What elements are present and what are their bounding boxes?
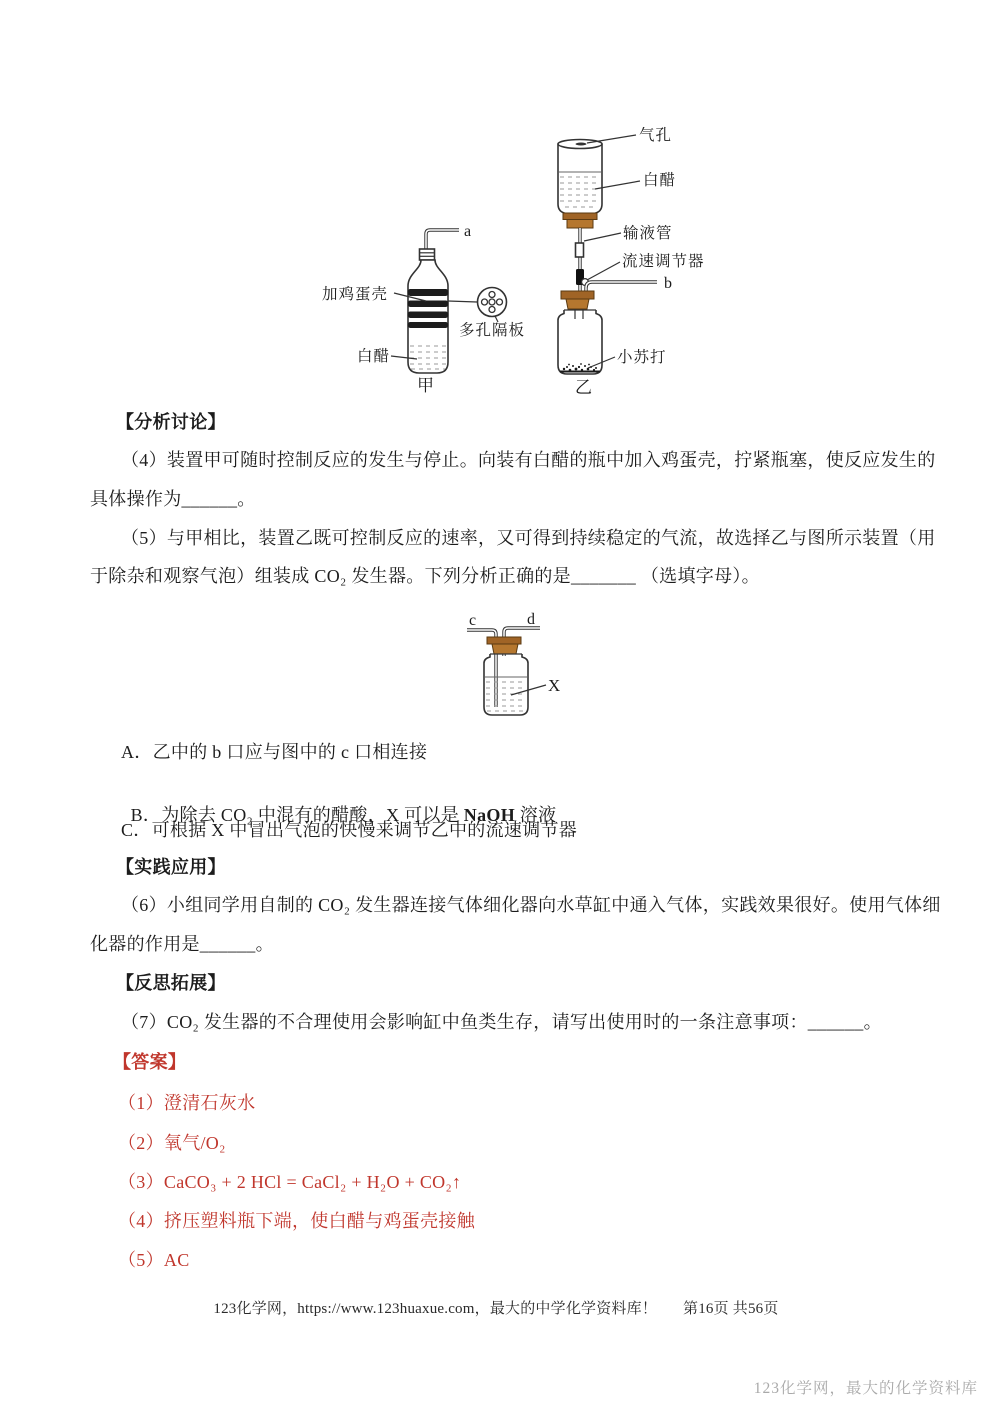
q6-line2: 化器的作用是______。 xyxy=(90,934,274,954)
tube-b xyxy=(586,282,657,296)
q4-line2: 具体操作为______。 xyxy=(90,489,256,509)
tube-a xyxy=(426,230,459,250)
q7-line: （7）CO₂ 发生器的不合理使用会影响缸中鱼类生存，请写出使用时的一条注意事项：______。 xyxy=(121,1012,882,1032)
yi-top-cork-rim xyxy=(563,213,597,220)
porous-plate-label: 多孔隔板 xyxy=(459,322,526,339)
yi-liquid xyxy=(559,172,601,207)
watermark: 123化学网，最大的化学资料库 xyxy=(753,1380,978,1397)
yi-bottom-cork-rim xyxy=(561,291,594,299)
q6-line1: （6）小组同学用自制的 CO₂ 发生器连接气体细化器向水草缸中通入气体，实践效果很好。使用气体细 xyxy=(121,895,941,915)
answer-item-2: （2）氧气/O₂ xyxy=(118,1133,226,1153)
apparatus-yi xyxy=(558,126,705,397)
apparatus-jia xyxy=(322,223,525,395)
baking-soda xyxy=(560,363,600,372)
footer-site-info: 123化学网，https://www.123huaxue.com，最大的中学化学资料库！ xyxy=(213,1301,658,1317)
apparatus-diagram xyxy=(295,110,705,405)
q5-line2: 于除杂和观察气泡）组装成 CO₂ 发生器。下列分析正确的是_______ （选填字母）。 xyxy=(90,566,760,586)
yi-vinegar-label: 白醋 xyxy=(643,172,677,189)
analysis-header: 【分析讨论】 xyxy=(116,412,226,432)
footer-page-info: 第16页 共56页 xyxy=(683,1301,779,1317)
add-eggshell-label: 加鸡蛋壳 xyxy=(322,286,389,303)
yi-top-bottle-outline xyxy=(558,144,602,218)
option-b-naoh: NaOH xyxy=(463,805,515,825)
answer-item-1: （1）澄清石灰水 xyxy=(118,1093,256,1113)
jia-bottle-cap xyxy=(420,249,435,260)
q4-line1: （4）装置甲可随时控制反应的发生与停止。向装有白醋的瓶中加入鸡蛋壳，拧紧瓶塞，使反应发生的 xyxy=(121,450,936,470)
gas-bottle-cork xyxy=(492,644,518,654)
page-footer xyxy=(0,1297,992,1318)
drip-chamber xyxy=(576,243,584,257)
answer-item-3: （3）CaCO₃ + 2 HCl = CaCl₂ + H₂O + CO₂↑ xyxy=(118,1172,462,1192)
answer-item-4: （4）挤压塑料瓶下端，使白醋与鸡蛋壳接触 xyxy=(118,1211,475,1231)
gas-bottle-liquid xyxy=(485,677,527,711)
yi-top-cork xyxy=(567,220,593,229)
gas-washing-bottle-diagram xyxy=(452,600,592,725)
tube-c-label: c xyxy=(469,612,477,629)
tube-d-label: d xyxy=(527,611,535,628)
q5-line1: （5）与甲相比，装置乙既可控制反应的速率，又可得到持续稳定的气流，故选择乙与图所示装置（用 xyxy=(121,528,936,548)
infusion-tube-label: 输液管 xyxy=(623,225,673,242)
answer-item-5: （5）AC xyxy=(118,1250,190,1270)
tube-b-label: b xyxy=(664,275,672,292)
tube-a-label: a xyxy=(464,223,472,240)
flow-regulator-label: 流速调节器 xyxy=(622,253,705,270)
reflection-header: 【反思拓展】 xyxy=(116,973,226,993)
option-a: A．乙中的 b 口应与图中的 c 口相连接 xyxy=(121,742,428,762)
air-hole xyxy=(576,143,587,146)
answers-header: 【答案】 xyxy=(113,1052,187,1072)
baking-soda-label: 小苏打 xyxy=(617,349,667,366)
option-c: C．可根据 X 中冒出气泡的快慢来调节乙中的流速调节器 xyxy=(121,820,578,840)
yi-bottom-cork xyxy=(566,299,589,309)
gas-bottle-cork-rim xyxy=(487,637,521,644)
option-b-suffix: 溶液 xyxy=(515,805,557,825)
liquid-x-label: X xyxy=(548,676,561,695)
jia-caption: 甲 xyxy=(417,376,435,395)
air-hole-label: 气孔 xyxy=(639,127,673,144)
yi-caption: 乙 xyxy=(575,378,593,397)
option-b-prefix: B．为除去 CO₂ 中混有的醋酸，X 可以是 xyxy=(130,805,464,825)
practice-header: 【实践应用】 xyxy=(116,857,226,877)
jia-vinegar-label: 白醋 xyxy=(357,348,391,365)
